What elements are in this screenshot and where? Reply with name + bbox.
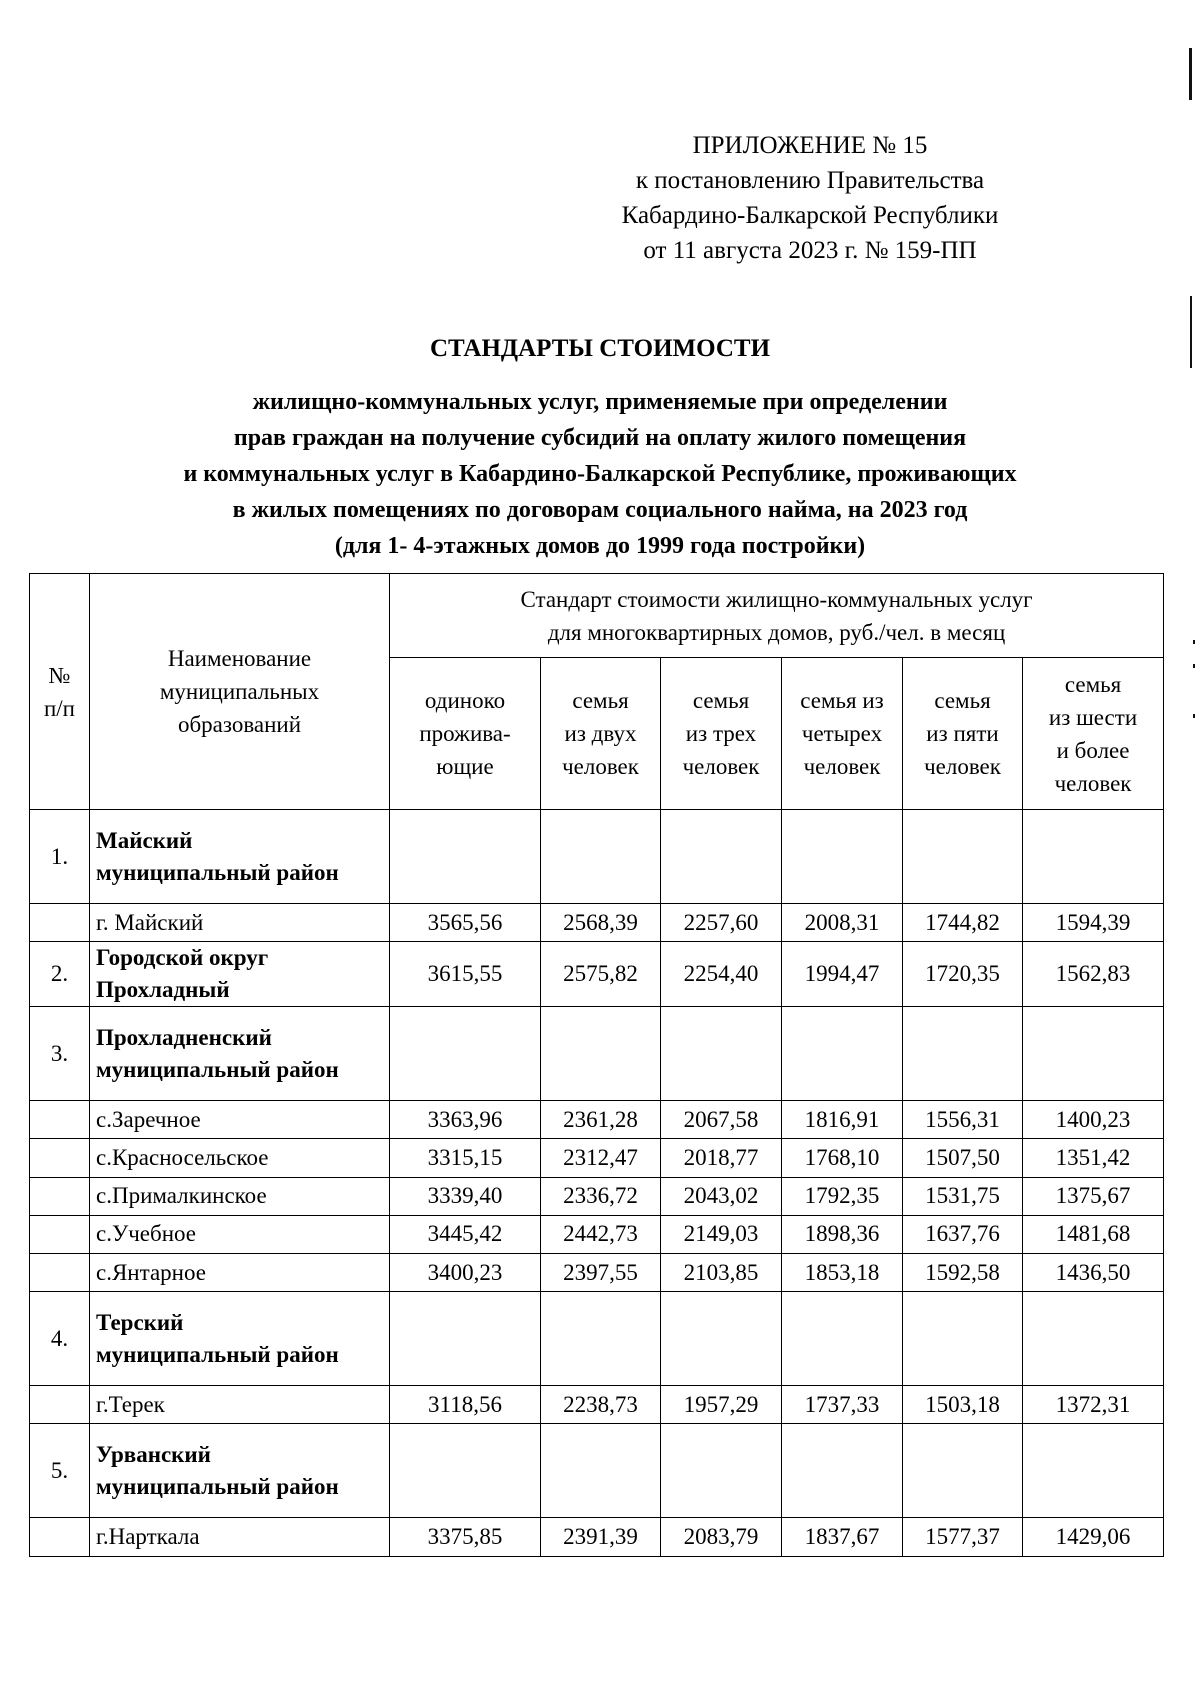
- cost-value-cell: [1023, 1007, 1164, 1101]
- cost-value-cell: 2008,31: [782, 904, 903, 942]
- municipality-name-line: муниципальный район: [96, 1473, 339, 1499]
- cost-value-cell: 1400,23: [1023, 1101, 1164, 1139]
- cost-value-cell: 2312,47: [541, 1139, 661, 1177]
- cost-value-cell: 3565,56: [390, 904, 541, 942]
- municipality-name-cell: [90, 1177, 390, 1215]
- cost-standards-table: [29, 573, 1164, 1557]
- cost-value-cell: 2254,40: [661, 942, 782, 1007]
- table-row-settlement: [30, 1386, 1164, 1424]
- municipality-name-line: с.Прималкинское: [96, 1183, 267, 1209]
- table-row-district: [30, 1007, 1164, 1101]
- table-row-settlement: [30, 1518, 1164, 1556]
- municipality-name-line: Городской округ: [96, 945, 269, 971]
- table-row-district: [30, 1424, 1164, 1518]
- municipality-name-line: с.Янтарное: [96, 1259, 206, 1285]
- subtitle-line: прав граждан на получение субсидий на оплату жилого помещения: [233, 425, 967, 451]
- cost-value-cell: [903, 1292, 1023, 1386]
- municipality-name-line: муниципальный район: [96, 1056, 339, 1082]
- table-row-settlement: [30, 1139, 1164, 1177]
- cost-value-cell: 1768,10: [782, 1139, 903, 1177]
- document-subtitle: [40, 384, 1160, 564]
- cost-value-cell: 1481,68: [1023, 1215, 1164, 1253]
- cost-value-cell: 2391,39: [541, 1518, 661, 1556]
- cost-value-cell: 2018,77: [661, 1139, 782, 1177]
- cost-value-cell: [661, 810, 782, 904]
- header-line: семья из: [800, 688, 884, 713]
- municipality-name-line: муниципальный район: [96, 859, 339, 885]
- cost-value-cell: 2238,73: [541, 1386, 661, 1424]
- appendix-number: ПРИЛОЖЕНИЕ № 15: [692, 132, 928, 159]
- row-number-cell: 2.: [30, 942, 90, 1007]
- cost-value-cell: 1957,29: [661, 1386, 782, 1424]
- appendix-block: [560, 128, 1060, 268]
- cost-value-cell: 1372,31: [1023, 1386, 1164, 1424]
- cost-value-cell: 1507,50: [903, 1139, 1023, 1177]
- header-line: №: [48, 662, 71, 688]
- row-number-cell: [30, 1386, 90, 1424]
- cost-value-cell: [661, 1292, 782, 1386]
- cost-value-cell: 1853,18: [782, 1253, 903, 1291]
- municipality-name-cell: [90, 904, 390, 942]
- header-family-5: [903, 658, 1023, 810]
- header-line: муниципальных: [159, 679, 320, 704]
- row-number-cell: [30, 1253, 90, 1291]
- document-title: СТАНДАРТЫ СТОИМОСТИ: [429, 335, 771, 362]
- cost-value-cell: 1792,35: [782, 1177, 903, 1215]
- subtitle-line: (для 1- 4-этажных домов до 1999 года постройки): [334, 533, 866, 559]
- row-number-cell: 4.: [30, 1292, 90, 1386]
- header-line: из шести: [1048, 704, 1138, 730]
- cost-value-cell: 2568,39: [541, 904, 661, 942]
- header-line: для многоквартирных домов, руб./чел. в месяц: [547, 619, 1006, 645]
- row-number-cell: [30, 1518, 90, 1556]
- scan-edge-mark: [1193, 640, 1195, 644]
- header-line: человек: [803, 754, 881, 779]
- cost-value-cell: [541, 1292, 661, 1386]
- table-row-settlement: [30, 1177, 1164, 1215]
- cost-value-cell: 1556,31: [903, 1101, 1023, 1139]
- cost-value-cell: 1577,37: [903, 1518, 1023, 1556]
- appendix-date: от 11 августа 2023 г. № 159-ПП: [643, 237, 977, 264]
- municipality-name-cell: [90, 1215, 390, 1253]
- subtitle-line: в жилых помещениях по договорам социального найма, на 2023 год: [232, 497, 968, 523]
- cost-value-cell: 2043,02: [661, 1177, 782, 1215]
- cost-value-cell: [903, 810, 1023, 904]
- cost-value-cell: [541, 810, 661, 904]
- table-row-settlement: [30, 904, 1164, 942]
- cost-value-cell: 3339,40: [390, 1177, 541, 1215]
- header-line: из пяти: [926, 721, 999, 746]
- cost-value-cell: 1351,42: [1023, 1139, 1164, 1177]
- table-row-district: [30, 942, 1164, 1007]
- header-line: и более: [1056, 737, 1130, 763]
- scan-edge-mark: [1189, 48, 1192, 100]
- cost-value-cell: [661, 1424, 782, 1518]
- header-family-3: [661, 658, 782, 810]
- municipality-name-line: г.Терек: [96, 1391, 165, 1417]
- cost-value-cell: 3375,85: [390, 1518, 541, 1556]
- municipality-name-cell: [90, 1007, 390, 1101]
- cost-value-cell: [661, 1007, 782, 1101]
- cost-value-cell: [1023, 810, 1164, 904]
- scan-edge-mark: [1193, 664, 1195, 668]
- cost-value-cell: [390, 1292, 541, 1386]
- cost-value-cell: [1023, 1292, 1164, 1386]
- municipality-name-cell: [90, 810, 390, 904]
- cost-value-cell: [782, 1292, 903, 1386]
- header-line: человек: [924, 754, 1001, 779]
- cost-value-cell: 2067,58: [661, 1101, 782, 1139]
- cost-value-cell: 2083,79: [661, 1518, 782, 1556]
- header-line: Наименование: [167, 646, 312, 671]
- header-line: семья: [934, 688, 991, 713]
- row-number-cell: [30, 1101, 90, 1139]
- subtitle-line: жилищно-коммунальных услуг, применяемые при определении: [252, 389, 948, 415]
- header-family-2: [541, 658, 661, 810]
- row-number-cell: 5.: [30, 1424, 90, 1518]
- municipality-name-cell: [90, 1101, 390, 1139]
- cost-value-cell: [782, 810, 903, 904]
- municipality-name-line: с.Красносельское: [96, 1144, 269, 1170]
- header-line: семья: [572, 688, 629, 713]
- cost-value-cell: [390, 1007, 541, 1101]
- row-number-cell: 3.: [30, 1007, 90, 1101]
- cost-value-cell: [541, 1424, 661, 1518]
- header-line: прожива-: [419, 721, 511, 746]
- municipality-name-cell: [90, 1424, 390, 1518]
- cost-value-cell: 2336,72: [541, 1177, 661, 1215]
- municipality-name-cell: [90, 1518, 390, 1556]
- table-body: [30, 810, 1164, 1557]
- cost-value-cell: 3400,23: [390, 1253, 541, 1291]
- header-line: четырех: [801, 721, 883, 746]
- table-row-settlement: [30, 1101, 1164, 1139]
- header-line: человек: [682, 754, 760, 779]
- cost-value-cell: 3118,56: [390, 1386, 541, 1424]
- header-line: семья: [692, 688, 750, 713]
- table-row-district: [30, 1292, 1164, 1386]
- cost-value-cell: [782, 1424, 903, 1518]
- row-number-cell: 1.: [30, 810, 90, 904]
- row-number-cell: [30, 1139, 90, 1177]
- header-line: одиноко: [424, 688, 506, 713]
- table-row-settlement: [30, 1253, 1164, 1291]
- cost-value-cell: 2149,03: [661, 1215, 782, 1253]
- cost-value-cell: 1594,39: [1023, 904, 1164, 942]
- cost-value-cell: 2397,55: [541, 1253, 661, 1291]
- municipality-name-line: Терский: [96, 1309, 184, 1335]
- municipality-name-line: г. Майский: [96, 909, 204, 935]
- header-number: [30, 574, 90, 810]
- municipality-name-cell: [90, 942, 390, 1007]
- cost-value-cell: 1562,83: [1023, 942, 1164, 1007]
- cost-value-cell: 1737,33: [782, 1386, 903, 1424]
- cost-value-cell: 1531,75: [903, 1177, 1023, 1215]
- cost-value-cell: 1503,18: [903, 1386, 1023, 1424]
- header-cost-standard: [390, 574, 1164, 658]
- municipality-name-line: Урванский: [96, 1441, 211, 1467]
- cost-value-cell: 1744,82: [903, 904, 1023, 942]
- municipality-name-line: Майский: [96, 827, 193, 853]
- municipality-name-line: Прохладный: [96, 977, 230, 1003]
- municipality-name-line: г.Нарткала: [96, 1523, 200, 1549]
- scan-edge-mark: [1193, 714, 1195, 718]
- cost-value-cell: 3445,42: [390, 1215, 541, 1253]
- cost-value-cell: 3615,55: [390, 942, 541, 1007]
- cost-value-cell: 2575,82: [541, 942, 661, 1007]
- municipality-name-cell: [90, 1253, 390, 1291]
- row-number-cell: [30, 904, 90, 942]
- municipality-name-cell: [90, 1386, 390, 1424]
- cost-value-cell: 1837,67: [782, 1518, 903, 1556]
- table-header: [30, 574, 1164, 810]
- row-number-cell: [30, 1215, 90, 1253]
- header-line: Стандарт стоимости жилищно-коммунальных услуг: [520, 586, 1033, 612]
- cost-value-cell: 1994,47: [782, 942, 903, 1007]
- table-row-settlement: [30, 1215, 1164, 1253]
- cost-value-cell: [903, 1424, 1023, 1518]
- cost-value-cell: 2361,28: [541, 1101, 661, 1139]
- header-line: ющие: [436, 754, 494, 779]
- cost-value-cell: [903, 1007, 1023, 1101]
- cost-value-cell: [541, 1007, 661, 1101]
- header-line: образований: [177, 712, 302, 737]
- cost-value-cell: 1375,67: [1023, 1177, 1164, 1215]
- header-line: из трех: [685, 721, 757, 746]
- row-number-cell: [30, 1177, 90, 1215]
- municipality-name-line: муниципальный район: [96, 1341, 339, 1367]
- cost-value-cell: 1436,50: [1023, 1253, 1164, 1291]
- municipality-name-line: с.Учебное: [96, 1221, 197, 1247]
- cost-value-cell: 1898,36: [782, 1215, 903, 1253]
- cost-value-cell: [782, 1007, 903, 1101]
- municipality-name-line: с.Заречное: [96, 1106, 201, 1132]
- header-line: п/п: [43, 695, 75, 721]
- header-line: семья: [1064, 671, 1122, 697]
- subtitle-line: и коммунальных услуг в Кабардино-Балкарской Республике, проживающих: [183, 461, 1017, 487]
- cost-value-cell: [1023, 1424, 1164, 1518]
- header-line: человек: [562, 754, 639, 779]
- cost-value-cell: 3363,96: [390, 1101, 541, 1139]
- cost-value-cell: [390, 1424, 541, 1518]
- cost-value-cell: 1816,91: [782, 1101, 903, 1139]
- cost-value-cell: 1429,06: [1023, 1518, 1164, 1556]
- cost-value-cell: 1637,76: [903, 1215, 1023, 1253]
- municipality-name-line: Прохладненский: [96, 1024, 272, 1050]
- header-family-6-plus: [1023, 658, 1164, 810]
- municipality-name-cell: [90, 1139, 390, 1177]
- table-row-district: [30, 810, 1164, 904]
- header-single: [390, 658, 541, 810]
- cost-value-cell: [390, 810, 541, 904]
- cost-value-cell: 2442,73: [541, 1215, 661, 1253]
- header-municipality: [90, 574, 390, 810]
- municipality-name-cell: [90, 1292, 390, 1386]
- cost-value-cell: 3315,15: [390, 1139, 541, 1177]
- cost-value-cell: 1592,58: [903, 1253, 1023, 1291]
- header-line: человек: [1054, 770, 1132, 796]
- header-line: из двух: [564, 721, 637, 746]
- cost-value-cell: 2257,60: [661, 904, 782, 942]
- appendix-ref: к постановлению Правительства: [635, 167, 985, 194]
- cost-value-cell: 1720,35: [903, 942, 1023, 1007]
- cost-value-cell: 2103,85: [661, 1253, 782, 1291]
- appendix-ref: Кабардино-Балкарской Республики: [621, 202, 999, 229]
- header-family-4: [782, 658, 903, 810]
